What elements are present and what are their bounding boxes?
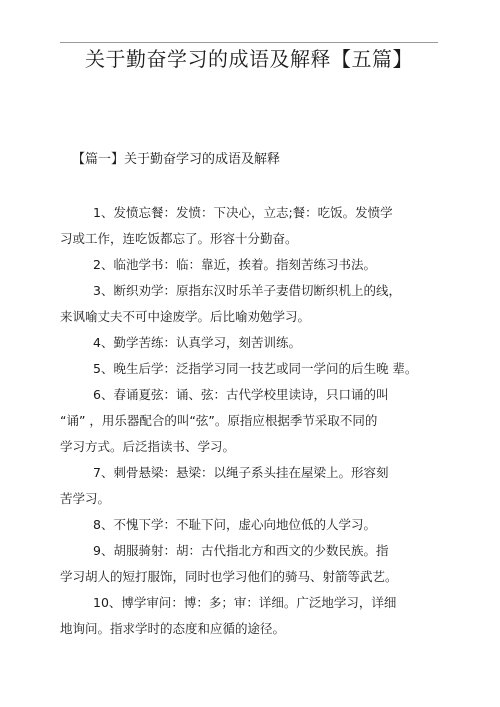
text-line: 苦学习。 [60,491,111,506]
text-line: 3、断织劝学：原指东汉时乐羊子妻借切断织机上的线， [93,283,401,298]
text-line: 习或工作，连吃饭都忘了。形容十分勤奋。 [60,231,298,246]
text-line: 2、临池学书：临：靠近，挨着。指刻苦练习书法。 [93,257,376,272]
text-line: 10、博学审问：博：多；审：详细。广泛地学习，详细 [93,595,397,610]
text-line: 8、不愧下学：不耻下问，虚心向地位低的人学习。 [93,517,376,532]
text-line: 1、发愤忘餐：发愤：下决心，立志;餐：吃饭。发愤学 [93,205,393,220]
text-line: “诵” ，用乐器配合的叫“弦”。原指应根据季节采取不同的 [60,413,378,428]
header-rule [60,42,438,43]
text-line: 6、春诵夏弦：诵、弦：古代学校里读诗，只口诵的叫 [93,387,389,402]
text-line: 5、晚生后学：泛指学习同一技艺或同一学问的后生晚 辈。 [93,361,418,376]
document-title: 关于勤奋学习的成语及解释【五篇】 [85,47,413,71]
text-line: 来讽喻丈夫不可中途废学。后比喻劝勉学习。 [60,309,311,324]
text-line: 9、胡服骑射：胡：古代指北方和西文的少数民族。指 [93,543,389,558]
section-heading: 【篇一】关于勤奋学习的成语及解释 [72,152,281,167]
idiom-list [60,200,440,642]
text-line: 学习方式。后泛指读书、学习。 [60,439,236,454]
text-line: 7、刺骨悬梁：悬梁：以绳子系头挂在屋梁上。形容刻 [93,465,389,480]
text-line: 4、勤学苦练：认真学习，刻苦训练。 [93,335,301,350]
text-line: 学习胡人的短打服饰，同时也学习他们的骑马、射箭等武艺。 [60,569,398,584]
text-line: 地询问。指求学时的态度和应循的途径。 [60,621,286,636]
